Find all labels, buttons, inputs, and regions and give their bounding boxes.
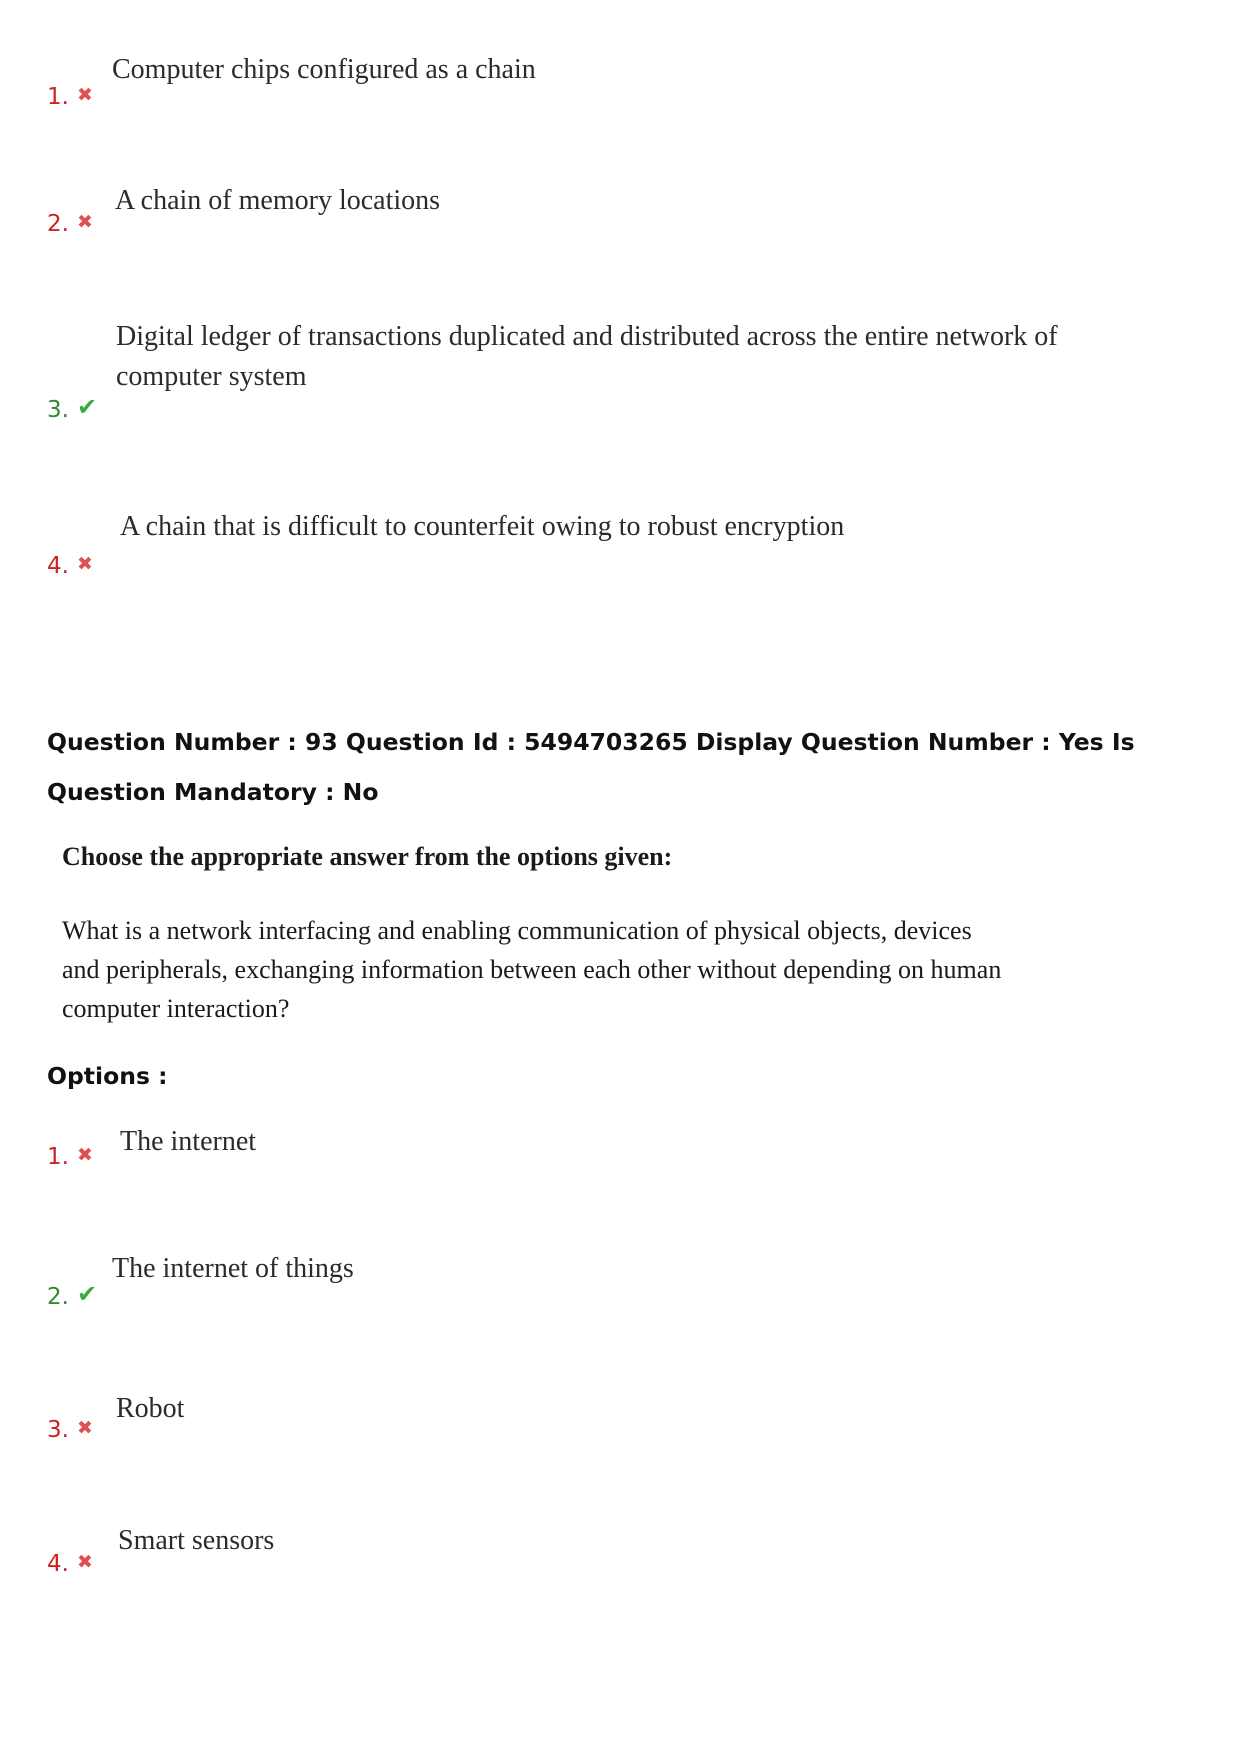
option-number: 3. ✔: [47, 393, 98, 423]
option-text-line-1: Digital ledger of transactions duplicated and distributed across the entire network of: [116, 321, 1058, 352]
option-text: The internet of things: [112, 1253, 354, 1284]
option-number: 2. ✖: [47, 211, 93, 237]
question-meta: Question Number : 93 Question Id : 5494703265 Display Question Number : Yes Is Question Mandatory : No: [47, 728, 1135, 806]
option-text: A chain of memory locations: [115, 185, 441, 216]
option-number: 4. ✖: [47, 1551, 93, 1577]
cross-icon: ✖: [76, 1417, 93, 1439]
question-line: What is a network interfacing and enabling communication of physical objects, devices: [62, 916, 972, 945]
cross-icon: ✖: [76, 1144, 93, 1166]
cross-icon: ✖: [76, 1551, 93, 1573]
option-number: 3. ✖: [47, 1417, 93, 1443]
question-text: [62, 911, 1002, 1028]
option-text-line-2: computer system: [116, 361, 307, 392]
cross-icon: ✖: [76, 84, 93, 106]
option-text: Computer chips configured as a chain: [112, 54, 536, 85]
option-text: The internet: [120, 1126, 257, 1157]
option-text: A chain that is difficult to counterfeit owing to robust encryption: [120, 511, 845, 542]
cross-icon: ✖: [76, 211, 93, 233]
check-icon: ✔: [76, 1280, 98, 1308]
check-icon: ✔: [76, 393, 98, 421]
options-label: Options :: [47, 1062, 168, 1090]
option-number: 4. ✖: [47, 553, 93, 579]
option-text: Robot: [116, 1393, 185, 1424]
question-line: computer interaction?: [62, 994, 290, 1023]
question-line: and peripherals, exchanging information between each other without depending on human: [62, 955, 1002, 984]
question-instruction: Choose the appropriate answer from the options given:: [62, 842, 673, 871]
cross-icon: ✖: [76, 553, 93, 575]
option-number: 2. ✔: [47, 1280, 98, 1310]
option-number: 1. ✖: [47, 84, 93, 110]
option-number: 1. ✖: [47, 1144, 93, 1170]
option-text: Smart sensors: [118, 1525, 275, 1556]
